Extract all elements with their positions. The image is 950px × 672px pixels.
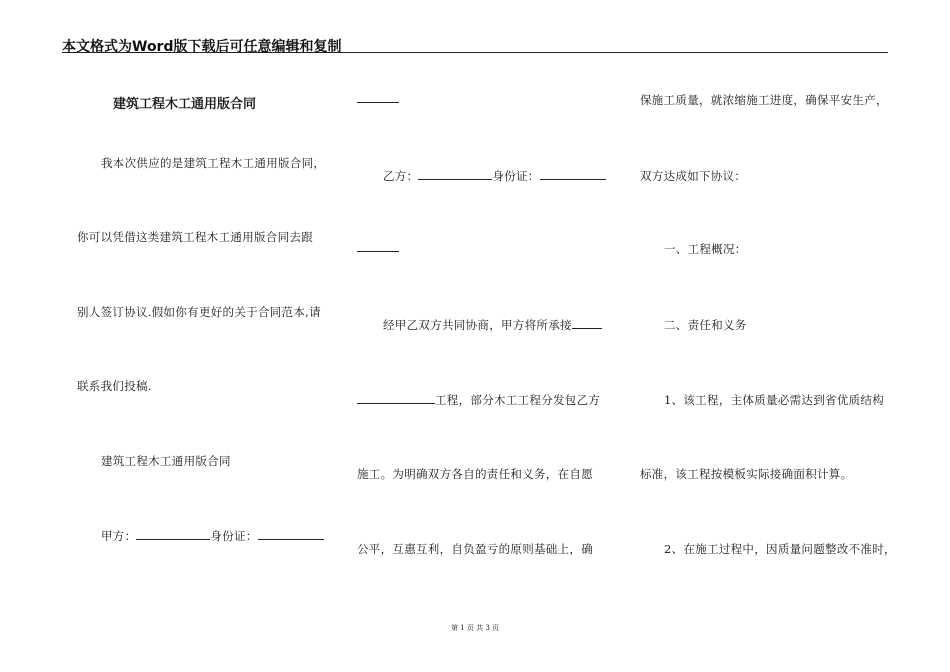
party-b-id-blank xyxy=(540,169,606,180)
paragraph-line: 双方达成如下协议： xyxy=(640,169,747,183)
party-b-label: 乙方： xyxy=(383,169,419,183)
paragraph-line: 标准，该工程按模板实际接确面积计算。 xyxy=(640,467,853,481)
paragraph-line: 你可以凭借这类建筑工程木工通用版合同去跟 xyxy=(77,230,313,244)
party-a-id-blank xyxy=(258,529,324,540)
project-name-blank xyxy=(357,393,435,404)
party-a-name-blank xyxy=(136,529,210,540)
fill-blank xyxy=(357,241,399,252)
paragraph-line: 2、在施工过程中，因质量问题整改不准时， xyxy=(664,542,896,556)
paragraph-line: 1、该工程，主体质量必需达到省优质结构 xyxy=(664,393,885,407)
blank-line xyxy=(357,241,399,255)
paragraph-line: 我本次供应的是建筑工程木工通用版合同， xyxy=(101,156,326,170)
paragraph-line: 施工。为明确双方各自的责任和义务，在自愿 xyxy=(357,467,593,481)
paragraph-line: 公平，互惠互利，自负盈亏的原则基础上，确 xyxy=(357,542,593,556)
party-a-line xyxy=(101,528,324,544)
section-heading: 二、责任和义务 xyxy=(664,318,747,332)
party-a-id-label: 身份证： xyxy=(210,529,258,543)
section-heading: 一、工程概况： xyxy=(664,242,747,256)
line-text: 经甲乙双方共同协商，甲方将所承接 xyxy=(383,318,572,332)
fill-blank xyxy=(357,92,399,103)
paragraph-line: 保施工质量，就浓缩施工进度，确保平安生产， xyxy=(640,93,888,107)
paragraph-line xyxy=(357,392,600,408)
contract-name-line: 建筑工程木工通用版合同 xyxy=(101,454,231,468)
blank-line xyxy=(357,92,399,106)
party-b-name-blank xyxy=(418,169,492,180)
party-b-line xyxy=(383,168,606,184)
project-blank xyxy=(572,318,602,329)
paragraph-line xyxy=(383,317,602,333)
document-header: 本文格式为Word版下载后可任意编辑和复制 xyxy=(62,39,342,55)
page-number: 第 1 页 共 3 页 xyxy=(450,624,500,632)
paragraph-line: 别人签订协议.假如你有更好的关于合同范本,请 xyxy=(77,305,321,319)
document-title: 建筑工程木工通用版合同 xyxy=(113,97,257,112)
header-divider xyxy=(62,52,888,53)
line-text: 工程，部分木工工程分发包乙方 xyxy=(435,393,601,407)
party-b-id-label: 身份证： xyxy=(492,169,540,183)
party-a-label: 甲方： xyxy=(101,529,137,543)
paragraph-line: 联系我们投稿. xyxy=(77,379,152,393)
